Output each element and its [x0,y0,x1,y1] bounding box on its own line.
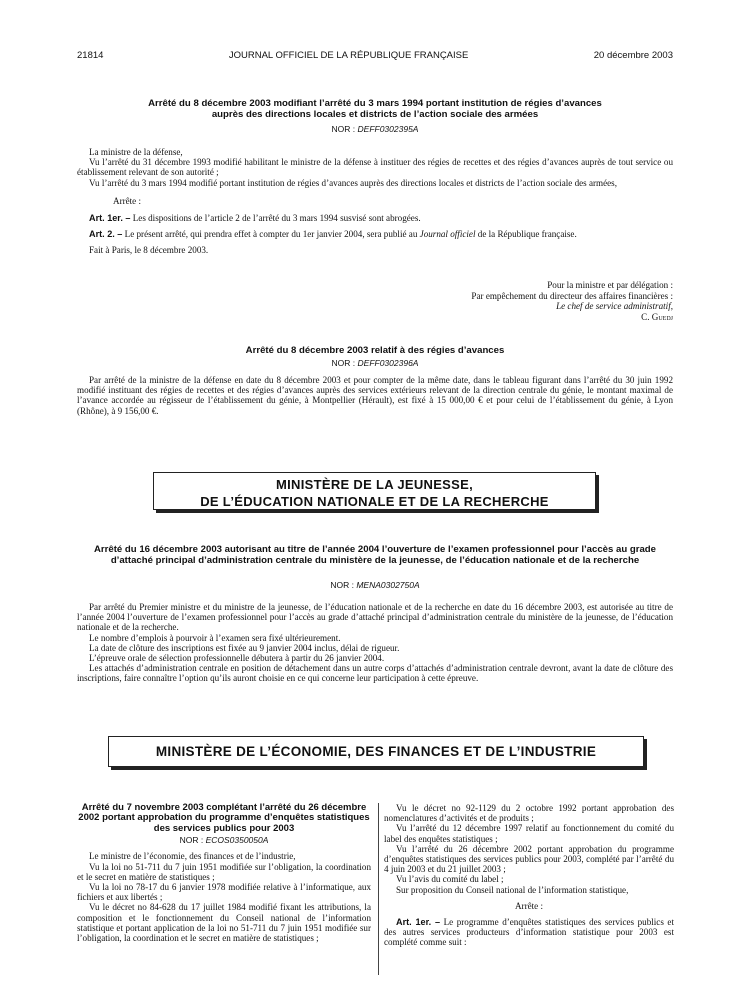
decree4-para: Vu l’arrêté du 26 décembre 2002 portant approbation du programme d’enquêtes statistiques des services publics pour 2003, complété par l’arrêté du 4 juin 2003 et du 21 juillet 2003 ; [384,843,674,875]
decree1-body [77,147,673,256]
decree4-nor: NOR : ECOS0350050A [179,835,269,846]
decree4-arrete: Arrête : [514,900,544,911]
decree3-para: La date de clôture des inscriptions est fixée au 9 janvier 2004 inclus, délai de rigueur. [89,642,400,653]
decree1-nor: NOR : DEFF0302395A [331,124,419,134]
decree2-para: Par arrêté de la ministre de la défense en date du 8 décembre 2003 et pour compter de la même date, dans le tableau figurant dans l’arrêté du 30 juin 1992 modifié instituant des régies de recettes et des régies d’avances auprès des services extérieurs relevant de la direction centrale du génie, le montant maximal de l’avance accordée au régisseur de l’établissement du génie, à Montpellier (Hérault), est fixé à 15 000,00 € et pour celui de l’établissement du génie, à Lyon (Rhône), à 9 156,00 €. [77,375,673,416]
decree3-para: Le nombre d’emplois à pourvoir à l’examen sera fixé ultérieurement. [89,632,341,643]
decree1-signature: Pour la ministre et par délégation : Par empêchement du directeur des affaires financières : Le chef de service administratif, C. Guedj [471,280,673,322]
decree3-nor: NOR : MENA0302750A [330,580,420,590]
decree4-para: Vu l’arrêté du 12 décembre 1997 relatif au fonctionnement du comité du label des enquêtes statistiques ; [384,823,674,844]
decree4-para: Vu le décret no 92-1129 du 2 octobre 1992 portant approbation des nomenclatures d’activités et de produits ; [384,803,674,824]
decree3-para: Par arrêté du Premier ministre et du ministre de la jeunesse, de l’éducation nationale et de la recherche en date du 16 décembre 2003, est autorisée au titre de l’année 2004 l’ouverture de l’examen professionnel pour l’accès au grade d’attaché principal d’administration centrale du ministère de la jeunesse, de l’éducation nationale et de la recherche. [77,602,673,633]
decree2-title: Arrêté du 8 décembre 2003 relatif à des régies d’avances [245,345,505,356]
decree1-para: Vu l’arrêté du 31 décembre 1993 modifié habilitant le ministre de la défense à instituer des régies de recettes et des régies d’avances auprès de tout service ou établissement relevant de son autorité ; [77,157,673,178]
decree1-article-2: Art. 2. – Le présent arrêté, qui prendra effet à compter du 1er janvier 2004, sera publié au Journal officiel de la République française. [89,229,577,240]
decree4-para: Sur proposition du Conseil national de l’information statistique, [396,884,629,895]
decree4-title: Arrêté du 7 novembre 2003 complétant l’arrêté du 26 décembre 2002 portant approbation du programme d’enquêtes statistiques des services publics pour 2003 [78,802,370,834]
page-number: 21814 [77,50,104,61]
decree1-para: La ministre de la défense, [89,147,183,157]
decree4-para: Vu la loi no 51-711 du 7 juin 1951 modifiée sur l’obligation, la coordination et le secret en matière de statistiques ; [77,861,371,882]
decree2-body [77,375,673,416]
decree4-para: Vu l’avis du comité du label ; [396,874,504,885]
decree4-left-column [77,803,371,943]
page-header [77,50,673,61]
decree4-article-1: Art. 1er. – Le programme d’enquêtes statistiques des services publics et des autres services producteurs d’information statistique pour 2003 est complété comme suit : [384,917,674,948]
ministry-economie-header: MINISTÈRE DE L’ÉCONOMIE, DES FINANCES ET DE L’INDUSTRIE [108,736,644,767]
ministry-jeunesse-header: MINISTÈRE DE LA JEUNESSE, DE L’ÉDUCATION NATIONALE ET DE LA RECHERCHE [153,472,596,510]
decree2-nor: NOR : DEFF0302396A [331,358,419,368]
decree4-right-column [384,803,674,948]
decree3-para: Les attachés d’administration centrale en position de détachement dans un autre corps d’attachés d’administration centrale devront, avant la date de clôture des inscriptions, faire connaître l’option qu’ils auront choisie en ce qui concerne leur participation à cette épreuve. [77,663,673,684]
decree3-title: Arrêté du 16 décembre 2003 autorisant au titre de l’année 2004 l’ouverture de l’examen professionnel pour l’accès au grade d’attaché principal d’administration centrale du ministère de la jeunesse, de l’éducation nationale et de la recherche [94,544,656,566]
decree1-para: Vu l’arrêté du 3 mars 1994 modifié portant institution de régies d’avances auprès des directions locales et districts de l’action sociale des armées, [89,177,617,188]
decree3-body [77,602,673,684]
column-divider [378,803,379,975]
decree4-para: Vu le décret no 84-628 du 17 juillet 1984 modifié fixant les attributions, la composition et le fonctionnement du Conseil national de l’information statistique et portant application de la loi no 51-711 du 7 juin 1951 modifiée sur l’obligation, la coordination et le secret en matière de statistiques ; [77,902,371,944]
decree4-para: Vu la loi no 78-17 du 6 janvier 1978 modifiée relative à l’informatique, aux fichiers et aux libertés ; [77,882,371,903]
decree1-done: Fait à Paris, le 8 décembre 2003. [89,245,209,256]
decree3-para: L’épreuve orale de sélection professionnelle débutera à partir du 26 janvier 2004. [89,653,385,664]
decree1-article-1: Art. 1er. – Les dispositions de l’article 2 de l’arrêté du 3 mars 1994 susvisé sont abrogées. [89,213,421,224]
header-date: 20 décembre 2003 [593,50,673,61]
decree4-para: Le ministre de l’économie, des finances et de l’industrie, [89,851,296,862]
decree1-title: Arrêté du 8 décembre 2003 modifiant l’arrêté du 3 mars 1994 portant institution de régies d’avances auprès des directions locales et districts de l’action sociale des armées [148,98,602,120]
decree1-arrete: Arrête : [113,195,142,206]
journal-title: JOURNAL OFFICIEL DE LA RÉPUBLIQUE FRANÇAISE [228,50,469,61]
